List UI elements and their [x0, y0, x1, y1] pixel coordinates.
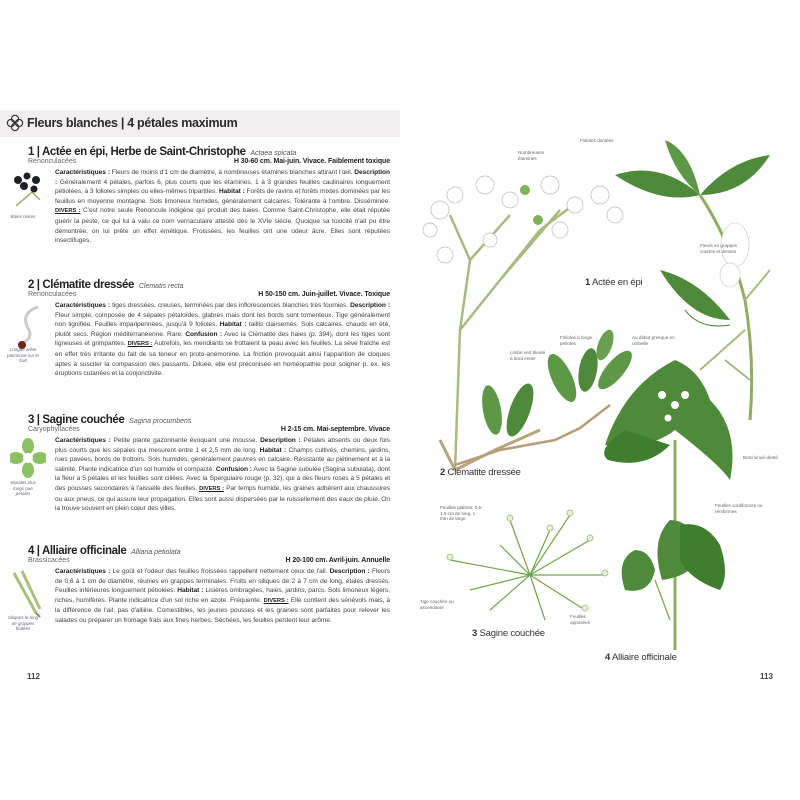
- thumbnail-caption: Baies noires: [10, 214, 36, 219]
- plant-name-3: 3 Sagine couchée: [472, 628, 545, 639]
- field-label: Habitat :: [218, 188, 245, 196]
- field-text: Généralement 4 pétales, parfois 6, plus courts que les étamines. 1 à 3 grandes feuilles caulinaires longuement pétiolées, à 3 folioles simples ou elles-mêmes tripartites.: [55, 178, 390, 196]
- species-title: [28, 279, 390, 291]
- latin-name: Sagina procumbens: [129, 418, 192, 425]
- field-text: C'est notre seule Renoncule indigène qui produit des baies. Comme Saint-Christophe, elle était réputée guérir la peste, ce qui lui a valu ce nom vernaculaire attesté dès le XVIe siècle. Quoique sa toxicité n'ait pu être démontrée, on lui prête un effet émétique. Froissées, les feuilles ont une odeur âcre. Elles sont réputées insectifuges.: [55, 207, 390, 245]
- four-petal-flower-icon: [6, 114, 24, 132]
- alliaire-illustration: [604, 360, 732, 650]
- field-label: Caractéristiques :: [55, 568, 111, 575]
- field-label: DIVERS :: [263, 597, 289, 604]
- field-text: Fleur simple, composée de 4 sépales pétaloïdes, glabres mais dont les bords sont tomenteux. Tige généralement non lignifiée. Feuilles imparipennées, jusqu'à 9 folioles.: [55, 311, 390, 329]
- thumbnail-caption: Longue arête plumeuse sur le fruit: [7, 347, 39, 363]
- species-description: [55, 436, 390, 514]
- species-meta: H 30-60 cm. Mai-juin. Vivace. Faiblement toxique: [233, 158, 390, 165]
- field-label: Confusion :: [185, 330, 223, 338]
- field-text: Autrefois, les mendiants se frottaient la peau avec les feuilles. La sève fraîche est en effet très irritante du fait de sa teneur en proto-anémonine. La friction provoquait ainsi l'apparition de cloques aptes à susciter la compassion des passants. Diluée, elle est préconisée en homéopathie pour soigner p. ex. les éruptions cutanées et la conjonctivite.: [55, 340, 390, 378]
- species-entry-alliaire: [7, 545, 390, 631]
- field-text: Elle contient des sénévols mais, à la différence de l'ail, pas d'alliine. Comestibles, les jeunes pousses et les graines sont parfaites pour relever les salades ou préparer un fromage frais aux fines herbes. Séchées, les feuilles perdent leur arôme.: [55, 596, 390, 624]
- field-text: Avec la Clématite des haies (p. 394), dont les tiges sont ligneuses et grimpantes.: [55, 330, 391, 348]
- right-page: [400, 0, 800, 800]
- species-thumbnail: [10, 438, 50, 483]
- label-limbe: Limbe vert bleuté à bord entier: [510, 350, 546, 361]
- field-label: Habitat :: [219, 321, 247, 329]
- species-title: [28, 146, 390, 158]
- field-label: DIVERS :: [127, 341, 153, 348]
- field-label: Caractéristiques :: [55, 437, 111, 444]
- thumbnail-caption: Sépales plus longs que pétales: [10, 480, 36, 496]
- field-label: Caractéristiques :: [55, 169, 110, 176]
- label-bord: Bord sinué-denté: [743, 455, 778, 460]
- label-ombelle: Au début presque en ombelle: [632, 335, 675, 346]
- field-label: Description :: [55, 169, 390, 186]
- field-text: Par temps humide, les graines adhèrent aux chaussures ou aux pneus, ce qui assure leur propagation. Elles sont aussi dispersées par le ruissellement des eaux de pluie. On la trouve souvent en plein cœur des villes.: [55, 484, 390, 513]
- field-label: Confusion :: [215, 465, 252, 473]
- species-meta: H 2-15 cm. Mai-septembre. Vivace: [280, 426, 390, 433]
- latin-name: Actaea spicata: [250, 150, 297, 157]
- field-text: Fleurs de 0,6 à 1 cm de diamètre, réunies en grappes terminales. Fruits en siliques de 2 à 7 cm de long, étalés dressés. Feuilles inférieures longuement pétiolées.: [55, 568, 390, 595]
- field-text: tiges dressées, creuses, terminées par des inflorescences blanches très fournies.: [112, 302, 349, 309]
- species-thumbnail: [10, 170, 50, 215]
- plant-name-4: 4 Alliaire officinale: [605, 652, 677, 663]
- plant-name-1: 1 Actée en épi: [585, 277, 643, 288]
- label-cordiformes: Feuilles cordiformes ou réniformes: [715, 503, 763, 514]
- family-name: Renonculacées: [28, 158, 77, 165]
- field-text: Lisières ombragées, haies, jardins, parcs. Sols limoneux légers, riches, humifères. Plante indicatrice d'un sol riche en azote. Fréquente.: [55, 587, 390, 604]
- field-text: Pétales absents ou deux fois plus courts que les sépales qui mesurent entre 1 et 2,5 mm de long.: [55, 437, 390, 454]
- label-feuilles-opposees: Feuilles opposées: [570, 614, 590, 625]
- species-description: [55, 168, 390, 246]
- family-name: Caryophyllacées: [28, 426, 80, 433]
- field-text: Champs cultivés, chemins, jardins, rues pavées, bords de trottoirs. Sols humides, généralement pauvres en calcaire. Résistante au piétinement et à la salinité. Plante indicatrice d'un sol humide et compacté.: [55, 446, 390, 473]
- field-text: taillis clairsemés. Sols calcaires, chauds en été, plutôt secs. Région méditerranéenne. Rare.: [55, 321, 390, 338]
- thumbnail-caption: Siliques le long de grappes fruitées: [7, 615, 39, 631]
- label-fleurs-grappes: Fleurs en grappes courtes et denses: [700, 243, 738, 254]
- section-header-title: Fleurs blanches | 4 pétales maximum: [27, 116, 238, 130]
- species-name: 4 | Alliaire officinale: [28, 545, 127, 557]
- species-meta: H 20-100 cm. Avril-juin. Annuelle: [285, 557, 390, 564]
- species-entry-actee: [10, 146, 390, 246]
- species-description: [55, 301, 390, 379]
- field-label: Description :: [350, 302, 390, 309]
- family-name: Brassicacées: [28, 557, 70, 564]
- species-title: [28, 545, 390, 557]
- label-folioles-dentees: Folioles dentées: [580, 138, 614, 143]
- section-header-band: [0, 110, 400, 137]
- plant-name-2: 2 Clématite dressée: [440, 467, 521, 478]
- species-entry-sagine: [10, 414, 390, 514]
- field-text: Le goût et l'odeur des feuilles froissées rappellent nettement ceux de l'ail.: [112, 568, 328, 575]
- species-entry-clematite: [7, 279, 391, 379]
- latin-name: Alliaria petiolata: [131, 549, 181, 556]
- latin-name: Clematis recta: [138, 283, 184, 290]
- botanical-illustrations: [400, 0, 800, 800]
- field-label: Description :: [260, 437, 301, 444]
- field-text: Fleurs de moins d'1 cm de diamètre, à nombreuses étamines blanches attirant l'œil.: [111, 169, 353, 176]
- label-folioles-petioles: Folioles à longs pétioles: [560, 335, 592, 346]
- label-tige-couchee: Tige couchée ou ascendante: [420, 599, 454, 610]
- species-title: [28, 414, 390, 426]
- field-label: DIVERS :: [55, 208, 81, 215]
- field-label: DIVERS :: [199, 485, 225, 492]
- page-number-right: 113: [760, 672, 773, 681]
- label-feuilles-glabres: Feuilles glabres, 0,5-1,5 cm de long, 1 mm de large: [440, 505, 483, 522]
- field-label: Caractéristiques :: [55, 302, 111, 309]
- field-text: Forêts de ravins et forêts mixtes dominées par les feuillus en moyenne montagne. Sols limoneux humides, généralement calcaires. Tolérante à l'ombre. Disséminée.: [55, 188, 390, 205]
- species-meta: H 50-150 cm. Juin-juillet. Vivace. Toxique: [258, 291, 390, 298]
- field-text: Petite plante gazonnante évoquant une mousse.: [113, 437, 258, 444]
- species-name: 2 | Clématite dressée: [28, 279, 135, 291]
- page-number-left: 112: [27, 672, 40, 681]
- species-name: 3 | Sagine couchée: [28, 414, 125, 426]
- species-name: 1 | Actée en épi, Herbe de Saint-Christophe: [28, 146, 246, 158]
- field-label: Description :: [329, 568, 370, 575]
- sagine-illustration: [447, 510, 608, 620]
- family-name: Renonculacées: [28, 291, 77, 298]
- field-label: Habitat :: [259, 446, 287, 454]
- field-text: Avec la Sagine subulée (Sagina subulata), dont la fleur a 5 pétales et les feuilles sont ciliées. Avec la Spergulaire rouge (p. 32), qui a des fleurs roses à 5 pétales et des pousses secondaires à l'aisselle des feuilles.: [55, 465, 390, 492]
- field-label: Habitat :: [177, 587, 204, 595]
- label-etamines: Nombreuses étamines: [518, 150, 545, 161]
- species-description: [55, 567, 390, 626]
